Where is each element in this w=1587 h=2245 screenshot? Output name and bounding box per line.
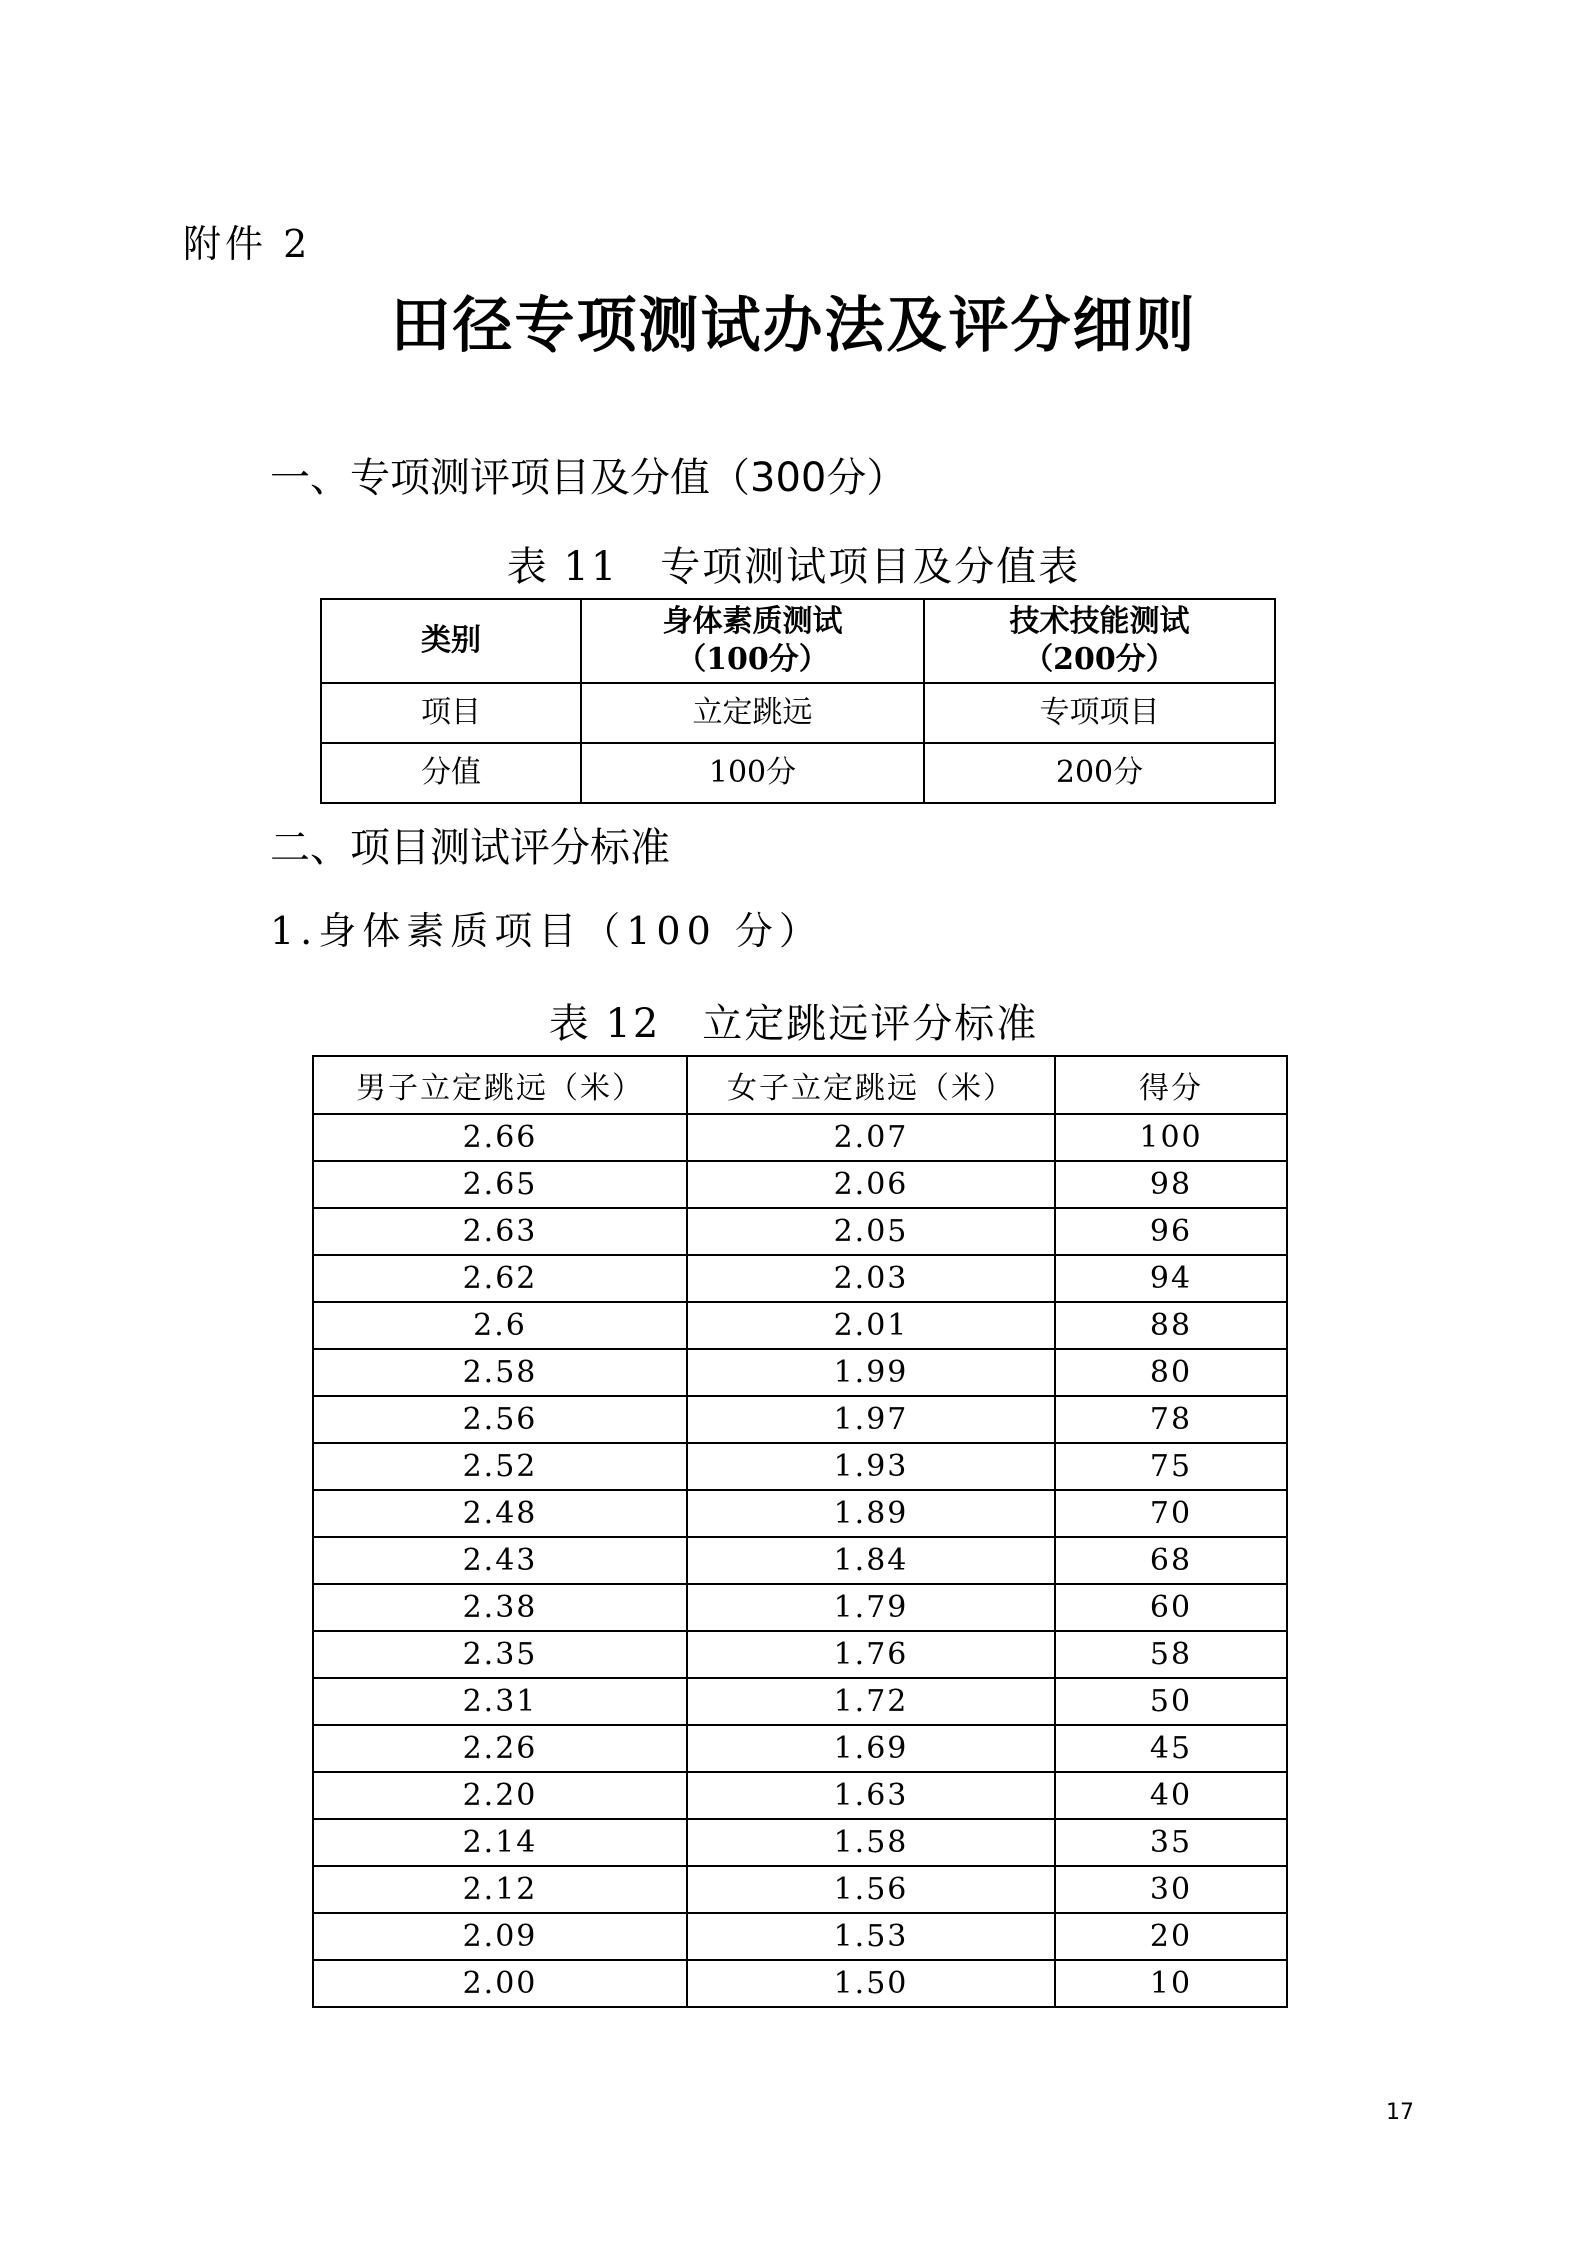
- table-row: [321, 599, 1275, 683]
- table-cell: 2.14: [313, 1819, 687, 1866]
- table-cell: 1.50: [687, 1960, 1055, 2007]
- table-cell: 1.84: [687, 1537, 1055, 1584]
- table-cell: 2.43: [313, 1537, 687, 1584]
- table-row: [313, 1913, 1287, 1960]
- table12-caption: 表 12 立定跳远评分标准: [548, 1001, 1039, 1047]
- table-cell: 2.58: [313, 1349, 687, 1396]
- table11-caption: 表 11 专项测试项目及分值表: [506, 544, 1081, 590]
- table-cell: 78: [1055, 1396, 1287, 1443]
- table-cell: 类别: [321, 599, 581, 683]
- table-cell: 2.66: [313, 1114, 687, 1161]
- table-row: [313, 1584, 1287, 1631]
- table-row: [313, 1114, 1287, 1161]
- subsection-heading-1: 1.身体素质项目（100 分）: [270, 909, 823, 953]
- table-cell: 70: [1055, 1490, 1287, 1537]
- table-cell: 200分: [924, 743, 1275, 803]
- table-cell: 2.52: [313, 1443, 687, 1490]
- table-row: [313, 1866, 1287, 1913]
- table-cell: 2.26: [313, 1725, 687, 1772]
- table-cell: 80: [1055, 1349, 1287, 1396]
- table-cell: 35: [1055, 1819, 1287, 1866]
- table-cell: [924, 599, 1275, 683]
- attachment-label: 附件 2: [183, 222, 312, 266]
- table-cell: [581, 599, 924, 683]
- table-row: [321, 743, 1275, 803]
- table-row: [313, 1537, 1287, 1584]
- table-row: [313, 1725, 1287, 1772]
- table-row: [313, 1631, 1287, 1678]
- table-cell: 专项项目: [924, 683, 1275, 743]
- table-cell: 20: [1055, 1913, 1287, 1960]
- table-cell: 58: [1055, 1631, 1287, 1678]
- table-cell: 45: [1055, 1725, 1287, 1772]
- table-cell: 1.97: [687, 1396, 1055, 1443]
- table-cell: 60: [1055, 1584, 1287, 1631]
- table-header-row: [313, 1056, 1287, 1114]
- table-cell: 1.53: [687, 1913, 1055, 1960]
- table-cell: 分值: [321, 743, 581, 803]
- table-cell: 1.56: [687, 1866, 1055, 1913]
- table-cell: 10: [1055, 1960, 1287, 2007]
- table-cell: 2.35: [313, 1631, 687, 1678]
- table-cell: 2.62: [313, 1255, 687, 1302]
- table-row: [313, 1819, 1287, 1866]
- table-cell: 2.56: [313, 1396, 687, 1443]
- table11: [320, 598, 1276, 804]
- table-cell: 1.79: [687, 1584, 1055, 1631]
- table-cell: 1.58: [687, 1819, 1055, 1866]
- table-row: [313, 1960, 1287, 2007]
- physical-points: （100分）: [676, 642, 829, 677]
- table-row: [313, 1678, 1287, 1725]
- table-cell: 2.48: [313, 1490, 687, 1537]
- section-heading-2: 二、项目测试评分标准: [270, 825, 670, 871]
- table-cell: 2.31: [313, 1678, 687, 1725]
- table-cell: 2.63: [313, 1208, 687, 1255]
- table12: [312, 1055, 1288, 2008]
- table-cell: 2.03: [687, 1255, 1055, 1302]
- table-cell: 2.01: [687, 1302, 1055, 1349]
- header-score: 得分: [1055, 1056, 1287, 1114]
- header-male: 男子立定跳远（米）: [313, 1056, 687, 1114]
- table-cell: 88: [1055, 1302, 1287, 1349]
- page-number: 17: [1386, 2100, 1414, 2125]
- table-cell: 2.38: [313, 1584, 687, 1631]
- table-cell: 1.76: [687, 1631, 1055, 1678]
- table-cell: 立定跳远: [581, 683, 924, 743]
- table-cell: 2.20: [313, 1772, 687, 1819]
- table-cell: 项目: [321, 683, 581, 743]
- table-cell: 2.6: [313, 1302, 687, 1349]
- table-cell: 30: [1055, 1866, 1287, 1913]
- table-cell: 1.89: [687, 1490, 1055, 1537]
- table-row: [313, 1255, 1287, 1302]
- table-cell: 100: [1055, 1114, 1287, 1161]
- table-cell: 94: [1055, 1255, 1287, 1302]
- header-female: 女子立定跳远（米）: [687, 1056, 1055, 1114]
- table-cell: 1.72: [687, 1678, 1055, 1725]
- technical-header: 技术技能测试: [1009, 604, 1190, 639]
- table-cell: 100分: [581, 743, 924, 803]
- table-cell: 68: [1055, 1537, 1287, 1584]
- table-cell: 1.93: [687, 1443, 1055, 1490]
- table-cell: 2.07: [687, 1114, 1055, 1161]
- table-cell: 96: [1055, 1208, 1287, 1255]
- table-cell: 2.00: [313, 1960, 687, 2007]
- table-row: [313, 1208, 1287, 1255]
- table-cell: 2.06: [687, 1161, 1055, 1208]
- table-cell: 1.99: [687, 1349, 1055, 1396]
- table-cell: 75: [1055, 1443, 1287, 1490]
- physical-header: 身体素质测试: [662, 604, 843, 639]
- table-row: [321, 683, 1275, 743]
- table-row: [313, 1161, 1287, 1208]
- table-row: [313, 1490, 1287, 1537]
- table-row: [313, 1772, 1287, 1819]
- table-cell: 50: [1055, 1678, 1287, 1725]
- section-heading-1: 一、专项测评项目及分值（300分）: [270, 455, 907, 501]
- page-title: 田径专项测试办法及评分细则: [390, 291, 1197, 361]
- table-cell: 2.05: [687, 1208, 1055, 1255]
- table-cell: 1.69: [687, 1725, 1055, 1772]
- table-row: [313, 1302, 1287, 1349]
- technical-points: （200分）: [1023, 642, 1176, 677]
- table-row: [313, 1396, 1287, 1443]
- table-cell: 2.65: [313, 1161, 687, 1208]
- table-cell: 1.63: [687, 1772, 1055, 1819]
- table-cell: 2.12: [313, 1866, 687, 1913]
- table-cell: 2.09: [313, 1913, 687, 1960]
- table-row: [313, 1349, 1287, 1396]
- table-cell: 40: [1055, 1772, 1287, 1819]
- table-cell: 98: [1055, 1161, 1287, 1208]
- table-row: [313, 1443, 1287, 1490]
